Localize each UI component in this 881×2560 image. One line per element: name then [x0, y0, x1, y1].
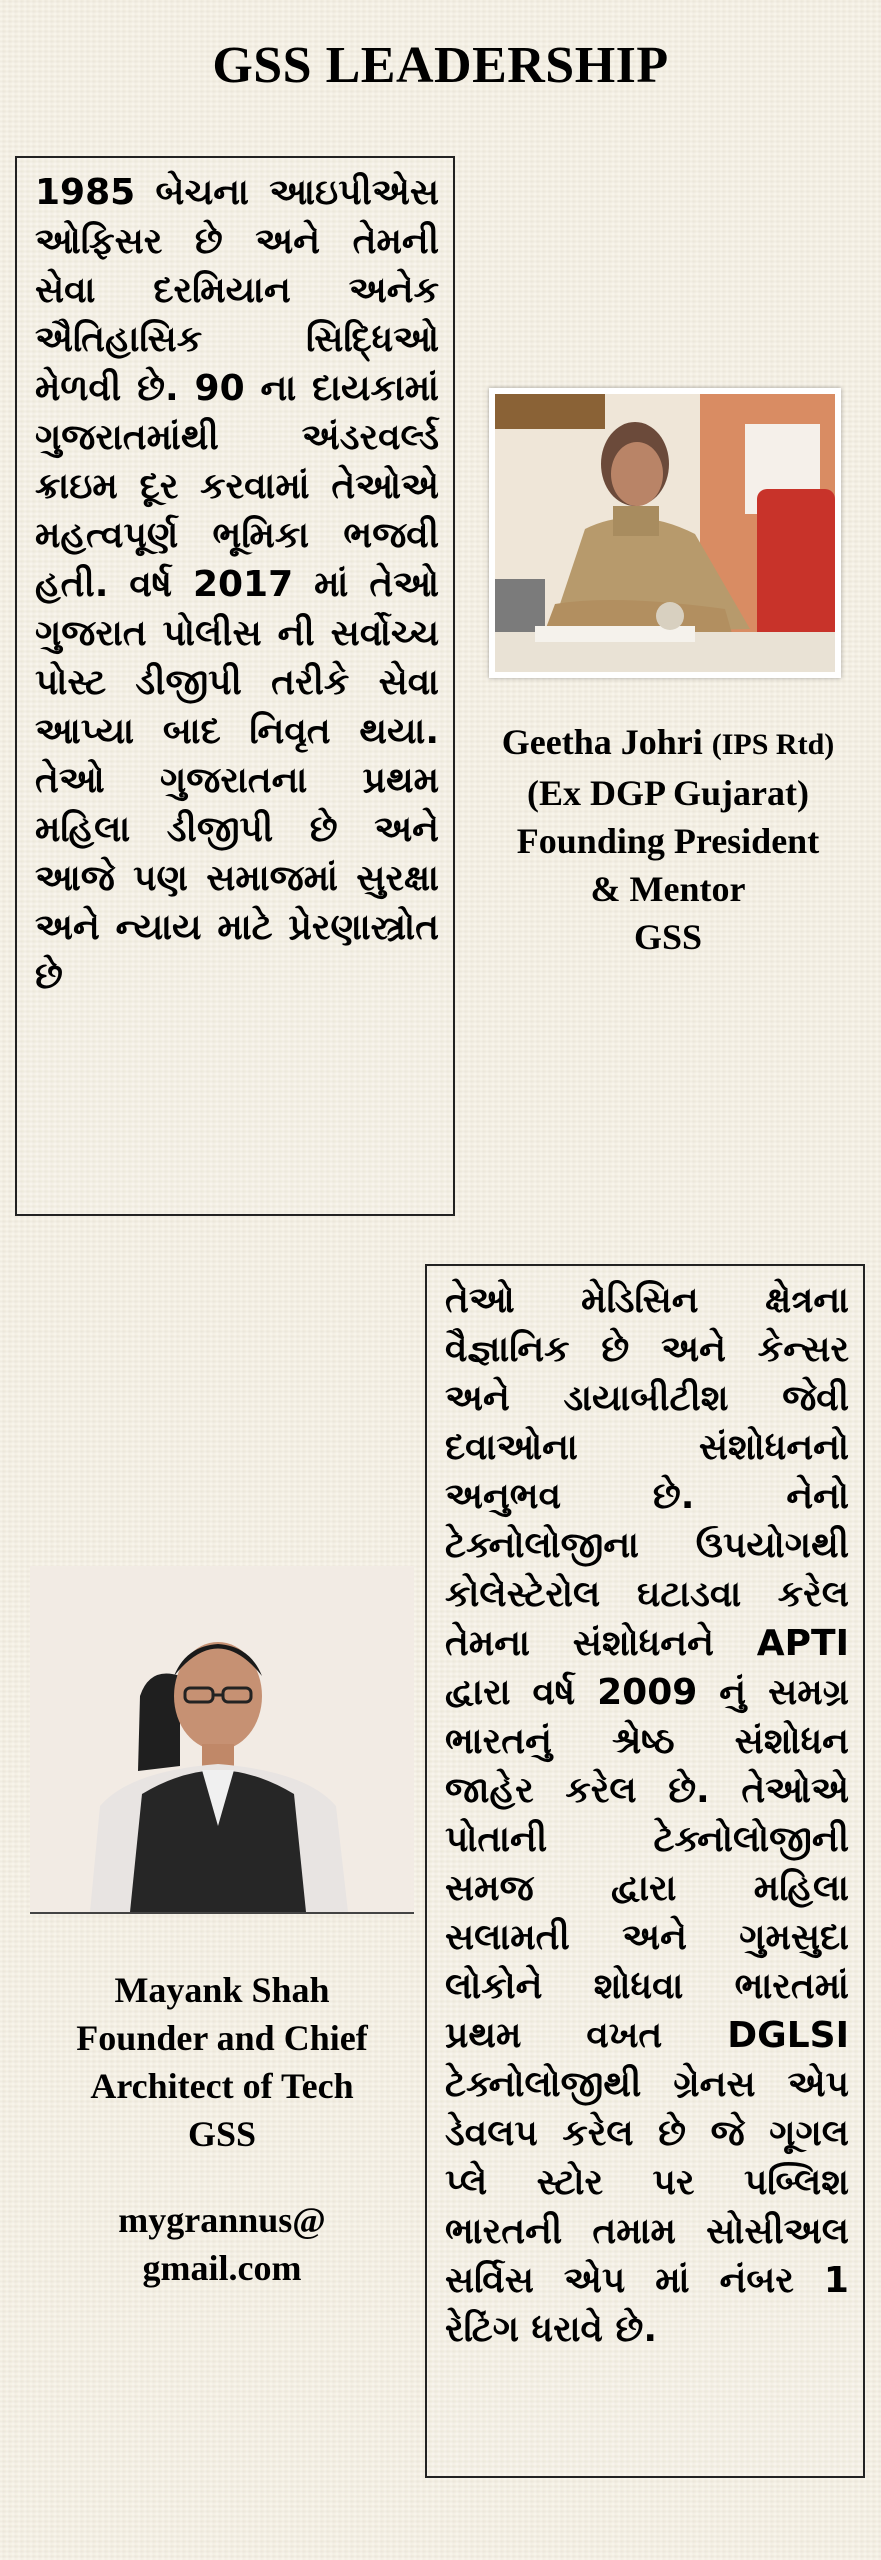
- leader2-caption: [30, 1966, 414, 2292]
- leader1-org: GSS: [633, 917, 703, 957]
- leader2-role: Founder and Chief: [76, 2018, 368, 2058]
- portrait-photo-icon: [30, 1566, 414, 1912]
- leader2-email[interactable]: [30, 2196, 414, 2292]
- leader1-caption: [455, 718, 881, 961]
- leader1-bio: 1985 બેચના આઇપીએસ ઓફિસર છે અને તેમની સેવા દરમિયાન અનેક ઐતિહાસિક સિદ્ધિઓ મેળવી છે. 90 ના દાયકામાં ગુજરાતમાંથી અંડરવર્લ્ડ ક્રાઇમ દૂર કરવામાં તેઓએ મહત્વપૂર્ણ ભૂમિકા ભજવી હતી. વર્ષ 2017 માં તેઓ ગુજરાત પોલીસ ની સર્વોચ્ચ પોસ્ટ ડીજીપી તરીકે સેવા આપ્યા બાદ નિવૃત થયા. તેઓ ગુજરાતના પ્રથમ મહિલા ડીજીપી છે અને આજે પણ સમાજમાં સુરક્ષા અને ન્યાય માટે પ્રેરણાસ્ત્રોત છે: [15, 156, 455, 1216]
- leader2-role-2: Architect of Tech: [90, 2066, 354, 2106]
- leader2-photo: [30, 1566, 414, 1914]
- leader2-name: Mayank Shah: [114, 1970, 330, 2010]
- leader2-org: GSS: [187, 2114, 257, 2154]
- leader2-email-domain: gmail.com: [142, 2248, 302, 2288]
- leader1-name-suffix: (IPS Rtd): [711, 728, 835, 761]
- portrait-photo-icon: [495, 394, 835, 672]
- leader1-name: Geetha Johri: [501, 722, 703, 762]
- leader2-bio: તેઓ મેડિસિન ક્ષેત્રના વૈજ્ઞાનિક છે અને કેન્સર અને ડાયાબીટીશ જેવી દવાઓના સંશોધનનો અનુભવ છે. નેનો ટેક્નોલોજીના ઉપયોગથી કોલેસ્ટેરોલ ઘટાડવા કરેલ તેમના સંશોધનને APTI દ્વારા વર્ષ 2009 નું સમગ્ર ભારતનું શ્રેષ્ઠ સંશોધન જાહેર કરેલ છે. તેઓએ પોતાની ટેક્નોલોજીની સમજ દ્વારા મહિલા સલામતી અને ગુમસુદા લોકોને શોધવા ભારતમાં પ્રથમ વખત DGLSI ટેક્નોલોજીથી ગ્રેનસ એપ ડેવલપ કરેલ છે જે ગૂગલ પ્લે સ્ટોર પર પબ્લિશ ભારતની તમામ સોસીઅલ સર્વિસ એપ માં નંબર 1 રેટિંગ ધરાવે છે.: [425, 1264, 865, 2478]
- leader1-role-2: & Mentor: [590, 869, 746, 909]
- leader2-email-user: mygrannus@: [118, 2200, 326, 2240]
- leader1-former-role: (Ex DGP Gujarat): [527, 773, 809, 813]
- leader1-name-line: [455, 718, 881, 769]
- leader1-role: Founding President: [516, 821, 820, 861]
- page-title: GSS LEADERSHIP: [212, 37, 669, 94]
- leader1-photo: [489, 388, 841, 678]
